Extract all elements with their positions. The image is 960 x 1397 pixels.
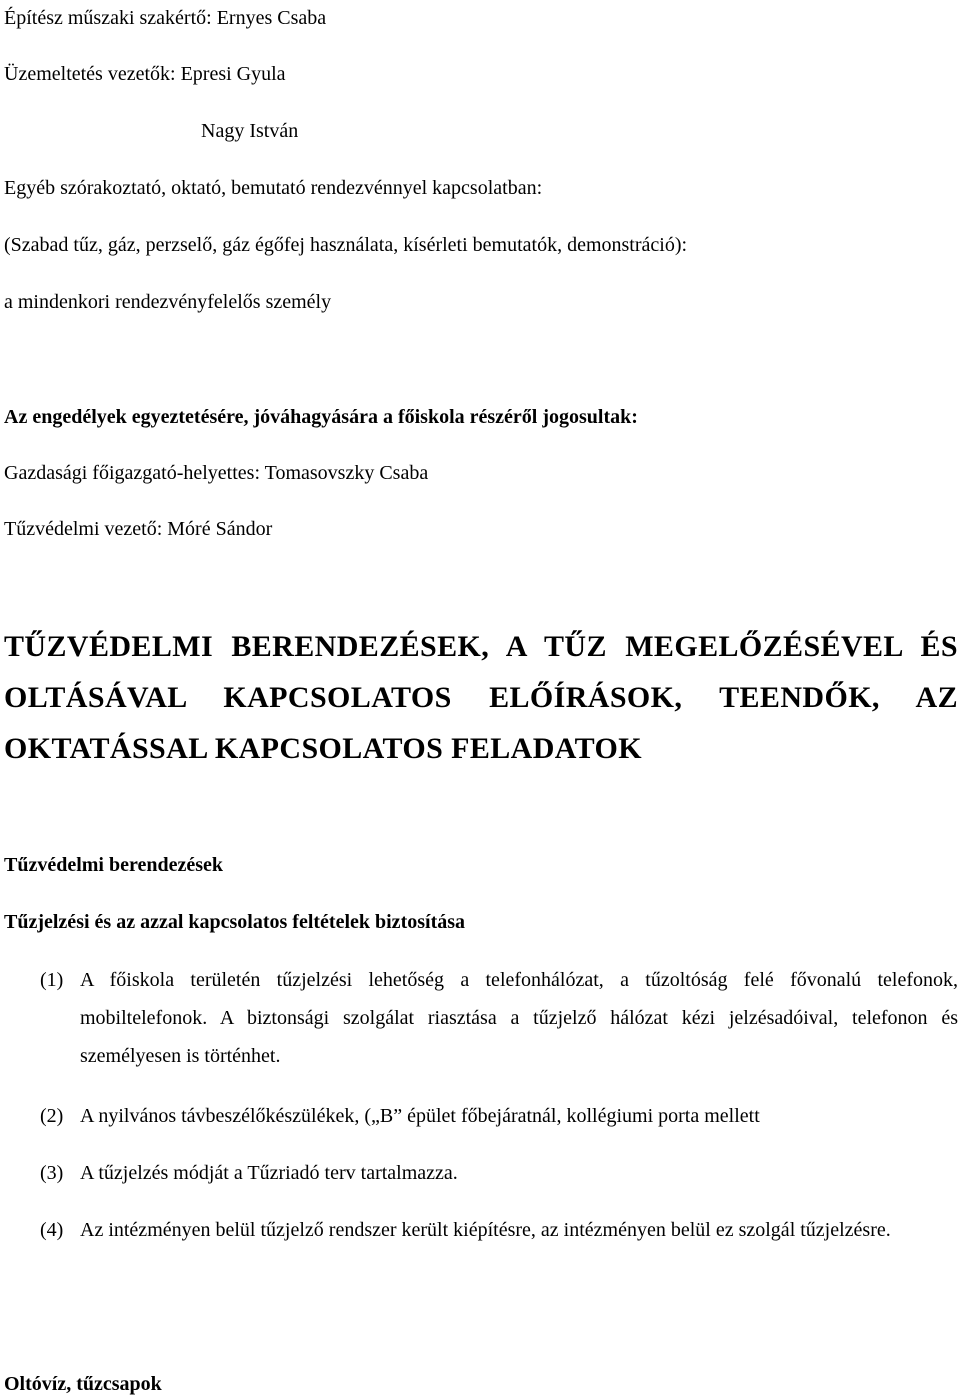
list-item: [40, 1211, 958, 1249]
contact-line-responsible: a mindenkori rendezvényfelelős személy: [4, 291, 332, 313]
list-item-text: A főiskola területén tűzjelzési lehetőség a telefonhálózat, a tűzoltóság felé fővonalú telefonok, mobiltelefonok. A biztonsági szolgálat riasztása a tűzjelző hálózat kézi jelzésadóival, telefonon és személyesen is történhet.: [80, 969, 958, 1067]
contact-line-events: Egyéb szórakoztató, oktató, bemutató rendezvénnyel kapcsolatban:: [4, 177, 543, 199]
list-item-text: A tűzjelzés módját a Tűzriadó terv tartalmazza.: [80, 1162, 458, 1184]
approvals-line-fire-chief: Tűzvédelmi vezető: Móré Sándor: [4, 518, 273, 540]
main-heading: TŰZVÉDELMI BERENDEZÉSEK, A TŰZ MEGELŐZÉSÉVEL ÉS OLTÁSÁVAL KAPCSOLATOS ELŐÍRÁSOK, TEENDŐK, AZ OKTATÁSSAL KAPCSOLATOS FELADATOK: [4, 630, 958, 765]
list-item-number: (1): [40, 969, 64, 991]
approvals-title: Az engedélyek egyeztetésére, jóváhagyására a főiskola részéről jogosultak:: [4, 406, 638, 428]
section-subtitle: Tűzjelzési és az azzal kapcsolatos feltételek biztosítása: [4, 911, 466, 933]
approvals-line-deputy: Gazdasági főigazgató-helyettes: Tomasovszky Csaba: [4, 462, 429, 484]
list-item-text: Az intézményen belül tűzjelző rendszer került kiépítésre, az intézményen belül ez szolgál tűzjelzésre.: [80, 1219, 891, 1241]
list-item-text: A nyilvános távbeszélőkészülékek, („B” épület főbejáratnál, kollégiumi porta mellett: [80, 1105, 760, 1127]
contact-line-operations-second: Nagy István: [201, 120, 299, 142]
list-item: [40, 1097, 958, 1135]
footer-heading: Oltóvíz, tűzcsapok: [4, 1373, 162, 1395]
contact-line-operations: Üzemeltetés vezetők: Epresi Gyula: [4, 63, 286, 85]
list-item: [40, 961, 958, 1075]
list-item-number: (2): [40, 1105, 64, 1127]
section-title: Tűzvédelmi berendezések: [4, 854, 224, 876]
list-item-number: (3): [40, 1162, 64, 1184]
list-item-number: (4): [40, 1219, 64, 1241]
contact-line-events-detail: (Szabad tűz, gáz, perzselő, gáz égőfej használata, kísérleti bemutatók, demonstráció):: [4, 234, 688, 256]
list-item: [40, 1154, 958, 1192]
contact-line-architect: Építész műszaki szakértő: Ernyes Csaba: [4, 7, 327, 29]
